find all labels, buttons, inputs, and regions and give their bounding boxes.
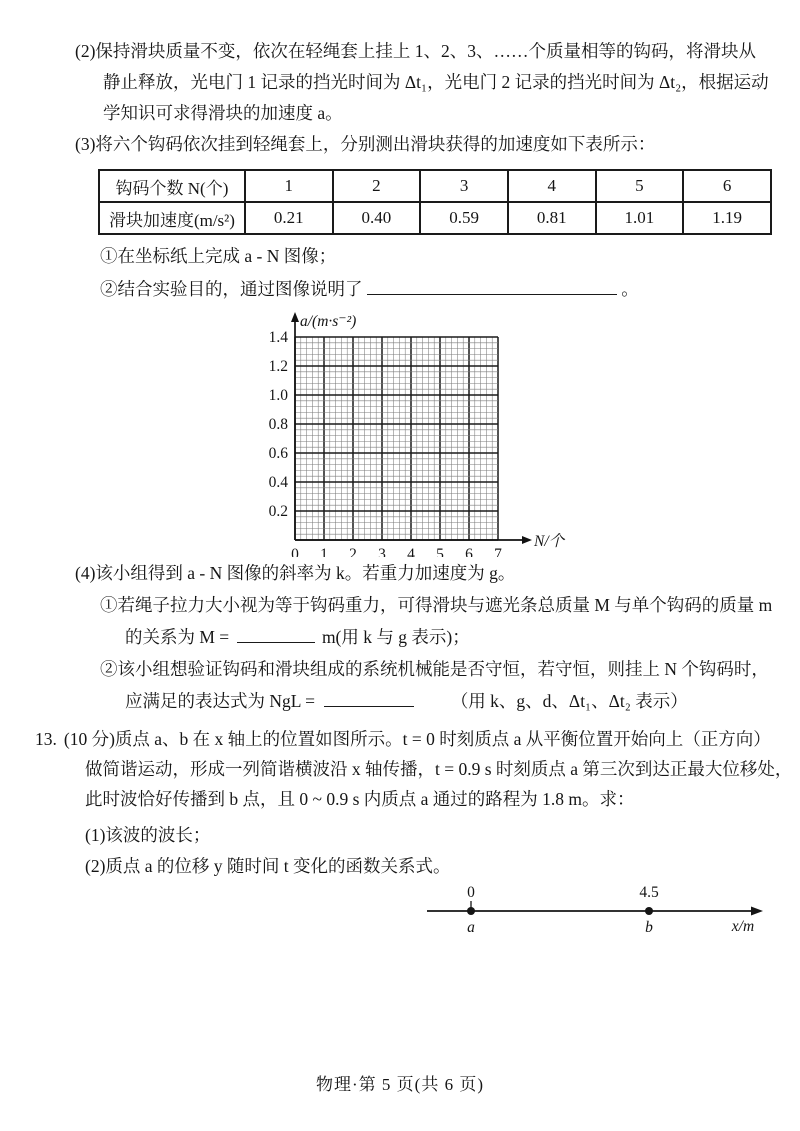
table-cell: 0.59 <box>420 202 508 234</box>
x-axis-unit-label: x/m <box>731 918 755 935</box>
paragraph-line <box>35 724 772 754</box>
question-number: 13. <box>35 729 57 749</box>
paragraph-line: 做简谐运动，形成一列简谐横波沿 x 轴传播，t = 0.9 s 时刻质点 a 第三次到达正最大位移处， <box>85 759 793 779</box>
axis-arrow-icon <box>751 907 763 916</box>
table-cell: 2 <box>333 170 421 202</box>
y-tick-label: 0.4 <box>268 474 288 491</box>
question-13-part-1: (1)该波的波长； <box>85 825 211 845</box>
x-tick-label: 5 <box>436 546 444 557</box>
subitem-2-text: ②结合实验目的，通过图像说明了 <box>100 279 363 299</box>
expression-prefix: 应满足的表达式为 NgL = <box>125 691 316 711</box>
origin-value-label: 0 <box>467 884 475 901</box>
question-13 <box>35 724 793 882</box>
question-text: (10 分)质点 a、b 在 x 轴上的位置如图所示。t = 0 时刻质点 a 从平衡位置开始向上（正方向） <box>63 729 771 749</box>
relation-suffix: m(用 k 与 g 表示)； <box>321 627 470 647</box>
x-tick-label: 6 <box>465 546 473 557</box>
paragraph-line: ①若绳子拉力大小视为等于钩码重力，可得滑块与遮光条总质量 M 与单个钩码的质量 m <box>100 595 773 615</box>
x-tick-label: 3 <box>378 546 386 557</box>
x-tick-label: 2 <box>349 546 357 557</box>
y-tick-label: 1.4 <box>268 329 288 346</box>
answer-blank <box>237 627 315 643</box>
table-cell: 1.01 <box>596 202 684 234</box>
acceleration-table <box>98 169 772 235</box>
y-tick-label: 0.6 <box>268 445 288 462</box>
subitem-2-period: 。 <box>621 279 639 299</box>
y-tick-label: 1.2 <box>268 358 288 375</box>
x-axis-arrow-icon <box>522 536 532 544</box>
question-13-part-2: (2)质点 a 的位移 y 随时间 t 变化的函数关系式。 <box>85 856 451 876</box>
x-tick-label: 0 <box>291 546 299 557</box>
answer-blank <box>324 691 414 707</box>
table-cell: 6 <box>683 170 771 202</box>
paragraph-line: (2)保持滑块质量不变，依次在轻绳套上挂上 1、2、3、……个质量相等的钩码，将滑块从 <box>75 41 757 61</box>
paragraph-line: ②该小组想验证钩码和滑块组成的系统机械能是否守恒，若守恒，则挂上 N 个钩码时， <box>100 659 769 679</box>
paragraph-line <box>125 685 772 717</box>
a-N-graph-paper <box>251 311 573 557</box>
y-tick-label: 0.8 <box>268 416 288 433</box>
a-N-grid-chart <box>251 311 573 557</box>
table-cell: 1 <box>245 170 333 202</box>
table-cell: 5 <box>596 170 684 202</box>
table-row <box>99 202 771 234</box>
relation-prefix: 的关系为 M = <box>125 627 230 647</box>
table-cell: 3 <box>420 170 508 202</box>
particle-a-label: a <box>467 919 475 936</box>
subitem-2 <box>100 274 772 305</box>
x-tick-label: 4 <box>407 546 415 557</box>
table-row-header: 滑块加速度(m/s²) <box>99 202 245 234</box>
table-row-header: 钩码个数 N(个) <box>99 170 245 202</box>
answer-blank <box>367 279 617 295</box>
b-position-value-label: 4.5 <box>639 884 659 901</box>
x-tick-label: 1 <box>320 546 328 557</box>
page-footer: 物理·第 5 页(共 6 页) <box>316 1075 484 1094</box>
particle-b-dot <box>645 907 653 915</box>
question-2-paragraph <box>75 36 772 129</box>
question-3-intro: (3)将六个钩码依次挂到轻绳套上，分别测出滑块获得的加速度如下表所示： <box>75 134 656 154</box>
y-axis-arrow-icon <box>291 312 299 322</box>
table-cell: 0.21 <box>245 202 333 234</box>
paragraph-line: 学知识可求得滑块的加速度 a。 <box>103 103 343 123</box>
particle-a-dot <box>467 907 475 915</box>
paragraph-line <box>125 621 772 653</box>
table-cell: 0.81 <box>508 202 596 234</box>
x-tick-label: 7 <box>494 546 502 557</box>
y-axis-title: a/(m·s⁻²) <box>300 313 357 330</box>
y-tick-label: 1.0 <box>268 387 288 404</box>
x-axis-title: N/个 <box>534 533 565 550</box>
table-cell: 1.19 <box>683 202 771 234</box>
x-axis-diagram <box>425 884 770 938</box>
paragraph-line: (4)该小组得到 a - N 图像的斜率为 k。若重力加速度为 g。 <box>75 563 516 583</box>
y-tick-label: 0.2 <box>268 503 288 520</box>
table-cell: 0.40 <box>333 202 421 234</box>
question-4-paragraph <box>75 557 772 717</box>
subitem-1: ①在坐标纸上完成 a - N 图像； <box>100 246 337 266</box>
particle-b-label: b <box>645 919 653 936</box>
table-cell: 4 <box>508 170 596 202</box>
paragraph-line: 此时波恰好传播到 b 点，且 0 ~ 0.9 s 内质点 a 通过的路程为 1.8 m。求： <box>85 789 635 809</box>
expression-suffix: （用 k、g、d、Δt₁、Δt₂ 表示） <box>450 691 688 711</box>
table-row <box>99 170 771 202</box>
position-axis-diagram <box>425 884 770 938</box>
paragraph-line: 静止释放，光电门 1 记录的挡光时间为 Δt₁，光电门 2 记录的挡光时间为 Δt₂，根据运动 <box>103 72 769 92</box>
